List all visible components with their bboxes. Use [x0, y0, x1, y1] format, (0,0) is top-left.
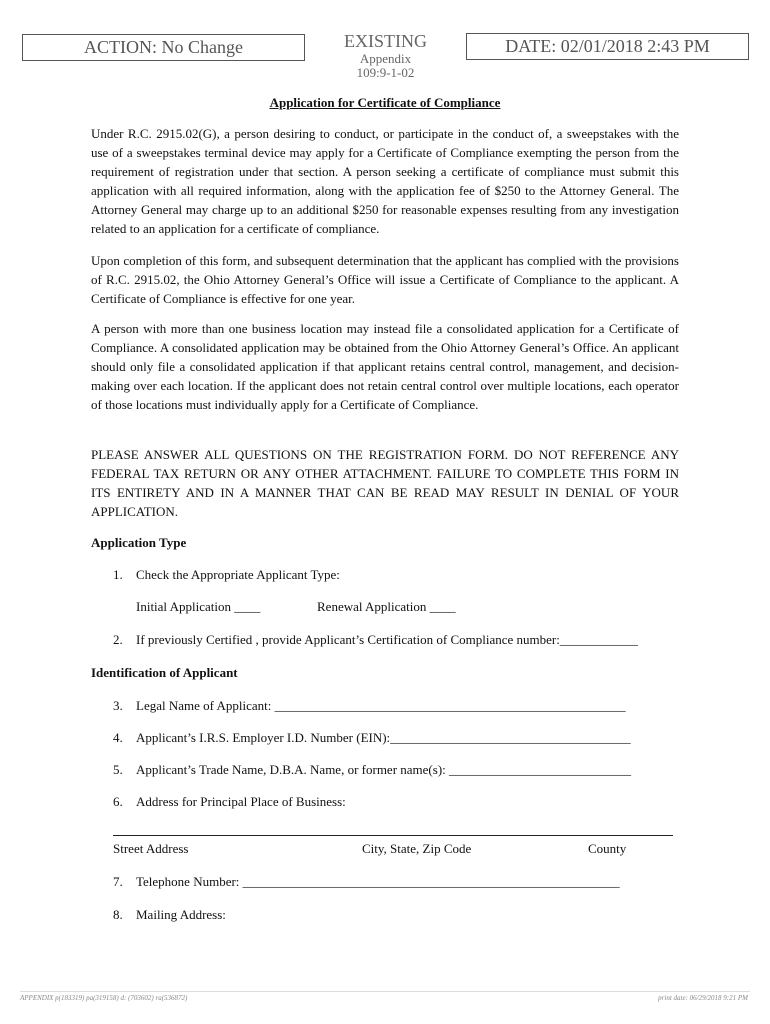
question-text: Applicant’s Trade Name, D.B.A. Name, or former name(s): ____________________________: [136, 762, 632, 777]
date-box: [466, 33, 749, 60]
question-number: 6.: [113, 794, 123, 809]
initial-application-field[interactable]: [136, 598, 260, 616]
question-text: Mailing Address:: [136, 907, 226, 922]
footer-print-date: print date: 06/29/2018 9:21 PM: [658, 994, 748, 1002]
rule-status-block: [305, 30, 466, 80]
section-heading-identification: Identification of Applicant: [91, 665, 238, 680]
question-number: 2.: [113, 632, 123, 647]
footer-document-ids: APPENDIX p(183319) pa(319158) d: (703602) ra(536872): [20, 994, 188, 1002]
city-state-zip-label: City, State, Zip Code: [362, 841, 472, 856]
question-text: Legal Name of Applicant: ______________________________________________________: [136, 698, 626, 713]
instructions-paragraph: PLEASE ANSWER ALL QUESTIONS ON THE REGISTRATION FORM. DO NOT REFERENCE ANY FEDERAL TAX RETURN OR ANY OTHER ATTACHMENT. FAILURE TO COMPLETE THIS FORM IN ITS ENTIRETY AND IN A MANNER THAT CAN BE READ MAY RESULT IN DENIAL OF YOUR APPLICATION.: [91, 447, 679, 519]
date-label: DATE: 02/01/2018 2:43 PM: [505, 36, 710, 56]
section-heading-application-type: Application Type: [91, 535, 187, 550]
existing-label: EXISTING: [344, 31, 427, 51]
question-number: 8.: [113, 907, 123, 922]
question-number: 3.: [113, 698, 123, 713]
appendix-label: Appendix: [359, 51, 412, 66]
question-number: 1.: [113, 567, 123, 582]
footer-divider: [20, 991, 750, 992]
question-4[interactable]: [113, 729, 683, 747]
question-text: If previously Certified , provide Applicant’s Certification of Compliance number:____________: [136, 632, 638, 647]
intro-paragraph: Under R.C. 2915.02(G), a person desiring to conduct, or participate in the conduct of, a sweepstakes with the use of a sweepstakes terminal device may apply for a Certificate of Compliance exempting the person from the requirement of registration under that section. A person seeking a certificate of compliance must submit this application with all required information, along with the application fee of $250 to the Attorney General. The Attorney General may charge up to an additional $250 for reasonable expenses resulting from any investigation related to an application for a certificate of compliance.: [91, 126, 679, 236]
question-3[interactable]: [113, 697, 683, 715]
question-8[interactable]: [113, 906, 683, 924]
renewal-application-label: Renewal Application ____: [317, 599, 456, 614]
action-label: ACTION: No Change: [84, 37, 243, 57]
rule-number: 109:9-1-02: [356, 65, 415, 80]
renewal-application-field[interactable]: [317, 598, 456, 616]
issuance-paragraph: Upon completion of this form, and subsequent determination that the applicant has complied with the provisions of R.C. 2915.02, the Ohio Attorney General’s Office will issue a Certificate of Compliance to the applicant. A Certificate of Compliance is effective for one year.: [91, 253, 679, 306]
question-number: 7.: [113, 874, 123, 889]
question-2[interactable]: [113, 631, 683, 649]
question-text: Applicant’s I.R.S. Employer I.D. Number (EIN):_____________________________________: [136, 730, 631, 745]
action-status-box: [22, 34, 305, 61]
question-number: 5.: [113, 762, 123, 777]
address-blank-line[interactable]: [113, 835, 673, 836]
question-number: 4.: [113, 730, 123, 745]
question-1: [113, 566, 683, 584]
street-address-label: Street Address: [113, 841, 189, 856]
county-label: County: [588, 841, 627, 856]
question-text: Address for Principal Place of Business:: [136, 794, 346, 809]
question-6: [113, 793, 683, 811]
question-text: Telephone Number: __________________________________________________________: [136, 874, 620, 889]
question-7[interactable]: [113, 873, 683, 891]
initial-application-label: Initial Application ____: [136, 599, 261, 614]
document-title: Application for Certificate of Compliance: [269, 95, 501, 110]
question-text: Check the Appropriate Applicant Type:: [136, 567, 340, 582]
consolidated-paragraph: A person with more than one business location may instead file a consolidated application for a Certificate of Compliance. A consolidated application may be obtained from the Ohio Attorney General’s Office. An applicant should only file a consolidated application if that applicant retains central control, management, and decision-making over each location. If the applicant does not retain central control over multiple locations, each operator of those locations must individually apply for a Certificate of Compliance.: [91, 321, 679, 412]
question-5[interactable]: [113, 761, 683, 779]
